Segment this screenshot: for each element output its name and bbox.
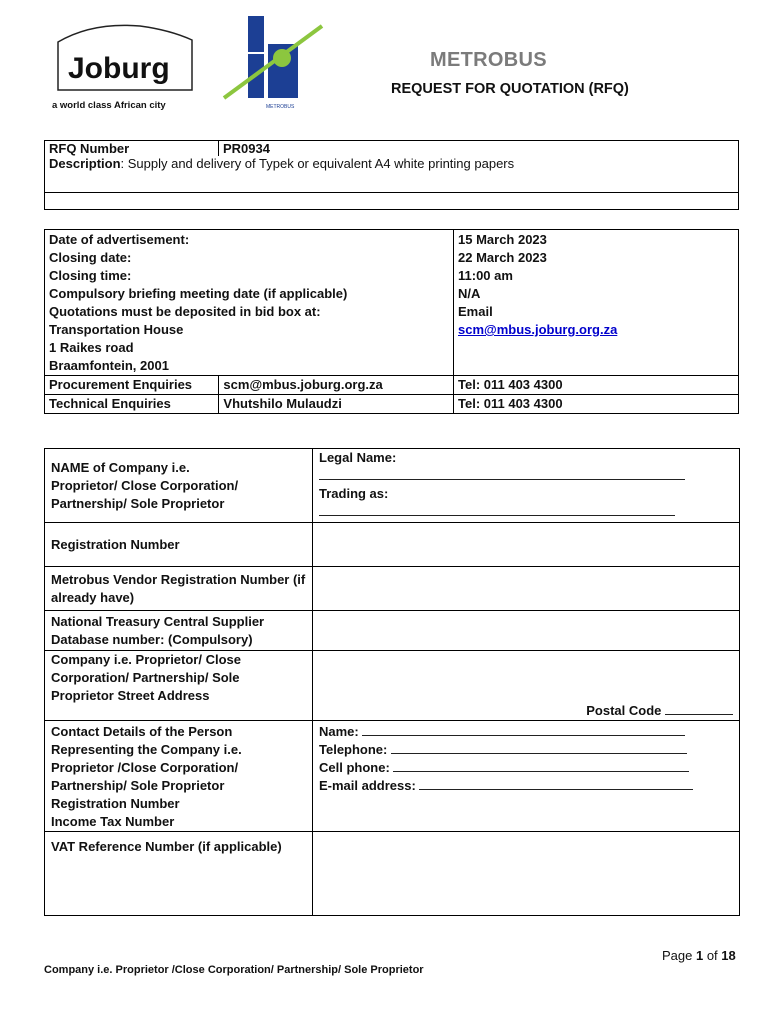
company-details-table: [44, 448, 740, 916]
technical-contact: Vhutshilo Mulaudzi: [219, 395, 454, 414]
trading-as-line[interactable]: [319, 503, 675, 516]
procurement-contact: scm@mbus.joburg.org.za: [219, 376, 454, 395]
company-heading: METROBUS: [430, 49, 547, 71]
contact-email-line[interactable]: [419, 777, 693, 790]
rfq-number-label: RFQ Number: [45, 141, 219, 157]
schedule-value: 22 March 2023: [458, 250, 547, 265]
rfq-number-value: PR0934: [219, 141, 739, 157]
contact-details-label: Contact Details of the Person Representing the Company i.e. Proprietor /Close Corporation/ Partnership/ Sole Proprietor Registration Number Income Tax Number: [45, 721, 313, 832]
schedule-value: 15 March 2023: [458, 232, 547, 247]
contact-email-label: E-mail address:: [319, 778, 416, 793]
registration-number-label: Registration Number: [45, 523, 313, 567]
contact-cell-label: Cell phone:: [319, 760, 390, 775]
company-name-fields: [313, 449, 740, 523]
schedule-label: Date of advertisement:: [49, 232, 190, 247]
description-value: : Supply and delivery of Typek or equivalent A4 white printing papers: [120, 156, 515, 171]
submission-email-link[interactable]: scm@mbus.joburg.org.za: [458, 322, 618, 337]
postal-code-label: Postal Code: [586, 703, 662, 718]
metrobus-logo: [220, 14, 330, 110]
trading-as-label: Trading as:: [319, 486, 389, 501]
rfq-empty-row: [45, 192, 739, 209]
schedule-values: [454, 230, 739, 376]
contact-tel-line[interactable]: [391, 741, 687, 754]
schedule-table: [44, 229, 739, 414]
legal-name-label: Legal Name:: [319, 450, 397, 465]
contact-cell-line[interactable]: [393, 759, 689, 772]
schedule-labels: [45, 230, 454, 376]
schedule-label: Compulsory briefing meeting date (if applicable): [49, 286, 348, 301]
postal-code-line[interactable]: [665, 702, 733, 715]
schedule-value: N/A: [458, 286, 481, 301]
description-label: Description: [49, 156, 121, 171]
contact-name-line[interactable]: [362, 723, 685, 736]
schedule-label: 1 Raikes road: [49, 340, 134, 355]
schedule-value: Email: [458, 304, 493, 319]
schedule-label: Quotations must be deposited in bid box at:: [49, 304, 321, 319]
technical-tel: Tel: 011 403 4300: [454, 395, 739, 414]
company-name-label: NAME of Company i.e. Proprietor/ Close Corporation/ Partnership/ Sole Proprietor: [45, 449, 313, 523]
vendor-registration-label: Metrobus Vendor Registration Number (if already have): [45, 567, 313, 611]
technical-label: Technical Enquiries: [45, 395, 219, 414]
document-title: REQUEST FOR QUOTATION (RFQ): [391, 81, 629, 97]
rfq-table: [44, 140, 739, 210]
csd-number-label: National Treasury Central Supplier Database number: (Compulsory): [45, 611, 313, 651]
svg-text:Joburg: Joburg: [68, 52, 170, 85]
vendor-registration-field[interactable]: [313, 567, 740, 611]
legal-name-line[interactable]: [319, 467, 685, 480]
procurement-label: Procurement Enquiries: [45, 376, 219, 395]
contact-name-label: Name:: [319, 724, 359, 739]
svg-text:a world class African city: a world class African city: [52, 100, 166, 111]
schedule-label: Closing time:: [49, 268, 132, 283]
rfq-description: [45, 156, 739, 192]
page-number: Page 1 of 18: [662, 948, 736, 963]
contact-details-fields: [313, 721, 740, 832]
income-tax-label: Income Tax Number: [51, 814, 175, 829]
schedule-label: Braamfontein, 2001: [49, 358, 169, 373]
registration-number-field[interactable]: [313, 523, 740, 567]
schedule-label: Transportation House: [49, 322, 184, 337]
joburg-logo: [52, 20, 202, 112]
contact-tel-label: Telephone:: [319, 742, 388, 757]
vat-number-field[interactable]: [313, 832, 740, 916]
street-address-field[interactable]: [313, 651, 740, 721]
schedule-value: 11:00 am: [458, 268, 513, 283]
vat-number-label: VAT Reference Number (if applicable): [45, 832, 313, 916]
procurement-tel: Tel: 011 403 4300: [454, 376, 739, 395]
street-address-label: Company i.e. Proprietor/ Close Corporation/ Partnership/ Sole Proprietor Street Address: [45, 651, 313, 721]
schedule-label: Closing date:: [49, 250, 132, 265]
footer-text: Company i.e. Proprietor /Close Corporation/ Partnership/ Sole Proprietor: [44, 964, 424, 976]
csd-number-field[interactable]: [313, 611, 740, 651]
svg-text:METROBUS: METROBUS: [266, 104, 295, 110]
